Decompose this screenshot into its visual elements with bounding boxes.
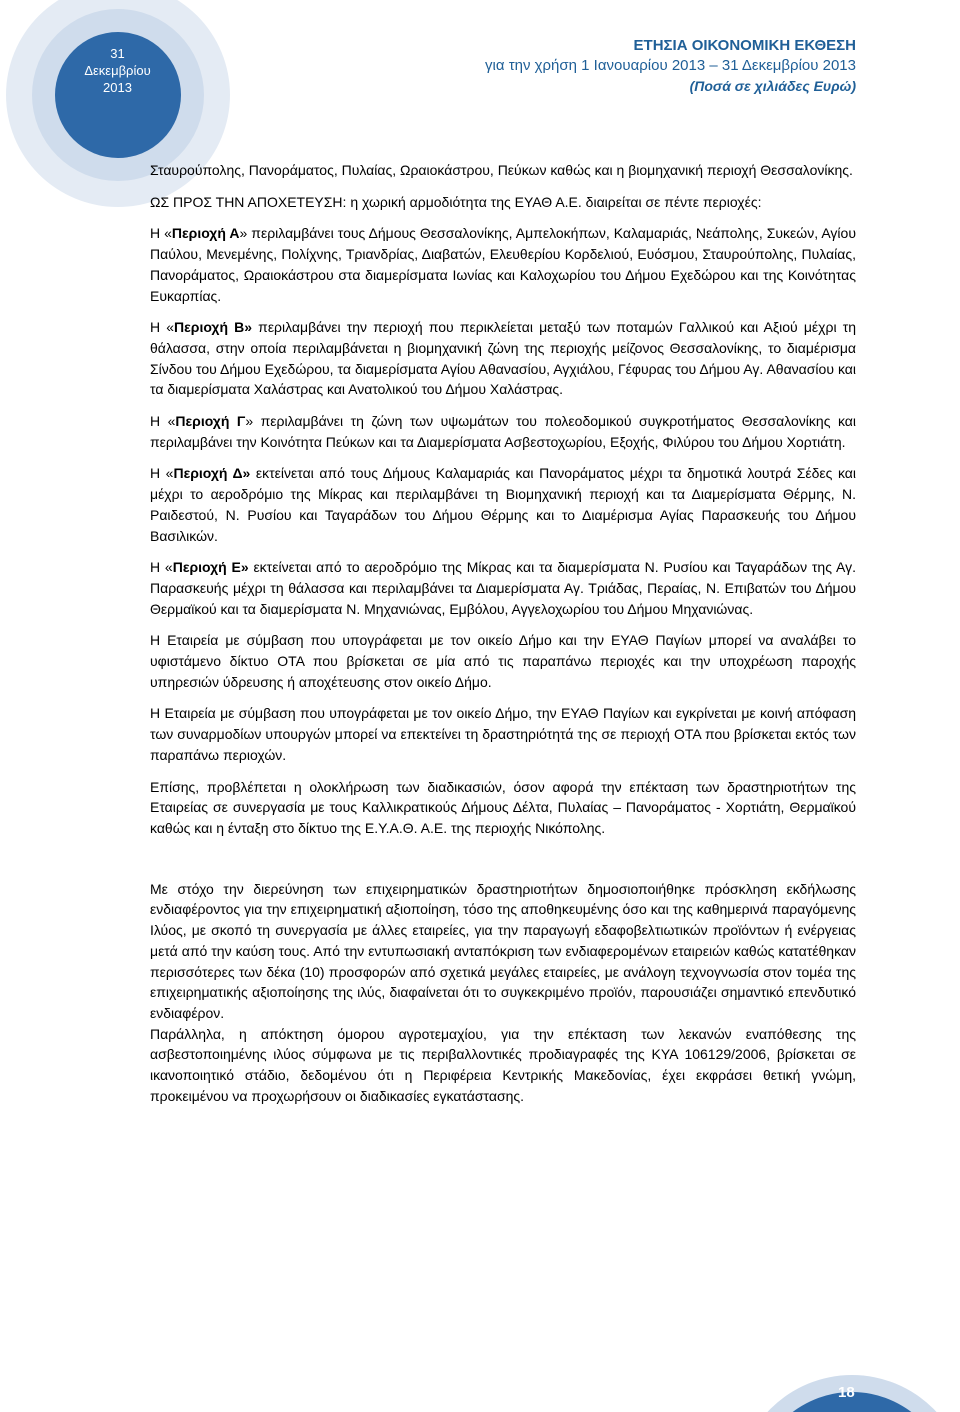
paragraph-area-a [150,223,856,306]
document-body [150,160,856,1106]
page-number: 18 [838,1384,855,1401]
badge-day: 31 [110,46,125,61]
paragraph-area-d [150,463,856,546]
report-title: ΕΤΗΣΙΑ ΟΙΚΟΝΟΜΙΚΗ ΕΚΘΕΣΗ [633,37,856,54]
paragraph-area-e [150,557,856,619]
area-c-label: Περιοχή Γ [175,413,246,430]
report-period: για την χρήση 1 Ιανουαρίου 2013 – 31 Δεκεμβρίου 2013 [485,57,856,74]
area-a-pre: Η « [150,225,172,242]
report-units: (Ποσά σε χιλιάδες Ευρώ) [689,78,856,94]
badge-year: 2013 [103,80,132,95]
area-e-label: Περιοχή Ε» [172,559,249,576]
badge-month: Δεκεμβρίου [84,63,151,78]
area-d-label: Περιοχή Δ» [173,465,251,482]
area-e-text: εκτείνεται από το αεροδρόμιο της Μίκρας και τα διαμερίσματα Ν. Ρυσίου και Ταγαράδων της Αγ. Παρασκευής μέχρι τη θάλασσα και περιλαμβάνει τα Διαμερίσματα Αγ. Τριάδας, Περαίας, Ν. Επιβατών του Δήμου Θερμαϊκού και τα διαμερίσματα Ν. Μηχανιώνας, Εμβόλου, Αγγελοχωρίου του Δήμου Μηχανιώνας. [150,559,856,617]
paragraph-network-takeover: Η Εταιρεία με σύμβαση που υπογράφεται με τον οικείο Δήμο και την ΕΥΑΘ Παγίων μπορεί να αναλάβει το υφιστάμενο δίκτυο ΟΤΑ που βρίσκεται σε μία από τις παραπάνω περιοχές και την υποχρέωση παροχής υπηρεσιών ύδρευσης ή αποχέτευσης στον οικείο Δήμο. [150,632,856,690]
area-e-pre: Η « [150,559,173,576]
area-c-text: » περιλαμβάνει τη ζώνη των υψωμάτων του πολεοδομικού συγκροτήματος Θεσσαλονίκης και περιλαμβάνει την Κοινότητα Πεύκων και τα Διαμερίσματα Ασβεστοχωρίου, Εξοχής, Φιλύρου του Δήμου Χορτιάτη. [150,413,856,450]
paragraph-sludge-utilization: Με στόχο την διερεύνηση των επιχειρηματικών δραστηριοτήτων δημοσιοποιήθηκε πρόσκληση εκδήλωσης ενδιαφέροντος για την επιχειρηματική αξιοποίηση, τόσο της αποθηκευμένης όσο και της καθημερινά παραγόμενης Ιλύος, με σκοπό τη συνεργασία με άλλες εταιρείες, για την παραγωγή εδαφοβελτιωτικών προϊόντων ή ενέργειας μετά από την καύση τους. Από την εντυπωσιακή ανταπόκριση των ενδιαφερομένων εταιρειών καθώς κατατέθηκαν περισσότερες των δέκα (10) προσφορών από σχετικά μεγάλες εταιρείες, με ανάλογη τεχνογνωσία στον τομέα της επιχειρηματικής αξιοποίησης της ιλύς, διαφαίνεται ότι το συγκεκριμένο προϊόν, παρουσιάζει σημαντικό επενδυτικό ενδιαφέρον. [150,880,856,1021]
area-d-pre: Η « [150,465,174,482]
area-c-pre: Η « [150,413,176,430]
paragraph-area-b [150,317,856,400]
paragraph-area-c [150,411,856,452]
paragraph-expansion-plans: Επίσης, προβλέπεται η ολοκλήρωση των διαδικασιών, όσον αφορά την επέκταση των δραστηριοτήτων της Εταιρείας σε συνεργασία με τους Καλλικρατικούς Δήμους Δέλτα, Πυλαίας – Πανοράματος - Χορτιάτη, Θερμαϊκού καθώς και η ένταξη στο δίκτυο της Ε.Υ.Α.Θ. Α.Ε. της περιοχής Νικόπολης. [150,778,856,836]
date-badge [55,45,180,145]
area-b-pre: Η « [150,319,175,336]
paragraph-continuation: Σταυρούπολης, Πανοράματος, Πυλαίας, Ωραιοκάστρου, Πεύκων καθώς και η βιομηχανική περιοχή Θεσσαλονίκης. [150,162,853,178]
area-b-text: περιλαμβάνει την περιοχή που περικλείεται μεταξύ των ποταμών Γαλλικού και Αξιού μέχρι τη θάλασσα, στην οποία περιλαμβάνεται η βιομηχανική ζώνη της περιοχής μείζονος Θεσσαλονίκης, το διαμέρισμα Σίνδου του Δήμου Εχεδώρου, τα διαμερίσματα Αγίου Αθανασίου, Αγχιάλου, Γέφυρας του Δήμου Αγ. Αθανασίου και τα διαμερίσματα Χαλάστρας και Ανατολικού του Δήμου Χαλάστρας. [150,319,857,398]
area-d-text: εκτείνεται από τους Δήμους Καλαμαριάς και Πανοράματος μέχρι τα δημοτικά λουτρά Σέδες και μέχρι το αεροδρόμιο της Μίκρας και περιλαμβάνει τη Βιομηχανική περιοχή και τα Διαμερίσματα Θέρμης, Ν. Ραιδεστού, Ν. Ρυσίου και Ταγαράδων του Δήμου Θέρμης και το Διαμέρισμα Αγίας Παρασκευής του Δήμου Βασιλικών. [150,465,857,544]
paragraph-network-extension: Η Εταιρεία με σύμβαση που υπογράφεται με τον οικείο Δήμο, την ΕΥΑΘ Παγίων και εγκρίνεται με κοινή απόφαση των συναρμοδίων υπουργών μπορεί να επεκτείνει τη δραστηριότητά της σε περιοχή ΟΤΑ που βρίσκεται εκτός των παραπάνω περιοχών. [150,705,856,763]
paragraph-sewerage-intro: ΩΣ ΠΡΟΣ ΤΗΝ ΑΠΟΧΕΤΕΥΣΗ: η χωρική αρμοδιότητα της ΕΥΑΘ Α.Ε. διαιρείται σε πέντε περιοχές: [150,193,762,210]
report-header [485,36,856,96]
area-a-label: Περιοχή Α [171,225,240,242]
area-a-text: » περιλαμβάνει τους Δήμους Θεσσαλονίκης, Αμπελοκήπων, Καλαμαριάς, Νεάπολης, Συκεών, Αγίου Παύλου, Μενεμένης, Πολίχνης, Τριανδρίας, Διαβατών, Ελευθερίου Κορδελιού, Ευόσμου, Σταυρούπολης, Πυλαίας, Πανοράματος, Ωραιοκάστρου στα διαμερίσματα Ιωνίας και Καλοχωρίου του Δήμου Εχεδώρου και της Κοινότητας Ευκαρπίας. [150,225,856,304]
area-b-label: Περιοχή Β» [174,319,253,336]
paragraph-land-acquisition: Παράλληλα, η απόκτηση όμορου αγροτεμαχίου, για την επέκταση των λεκανών εναπόθεσης της ασβεστοποιημένης ιλύος σύμφωνα με τις περιβαλλοντικές προδιαγραφές της ΚΥΑ 106129/2006, βρίσκεται σε ικανοποιητικό στάδιο, δεδομένου ότι η Περιφέρεια Κεντρικής Μακεδονίας, έχει εκφράσει θετική γνώμη, προκειμένου να προχωρήσουν οι διαδικασίες εγκατάστασης. [150,1025,856,1104]
